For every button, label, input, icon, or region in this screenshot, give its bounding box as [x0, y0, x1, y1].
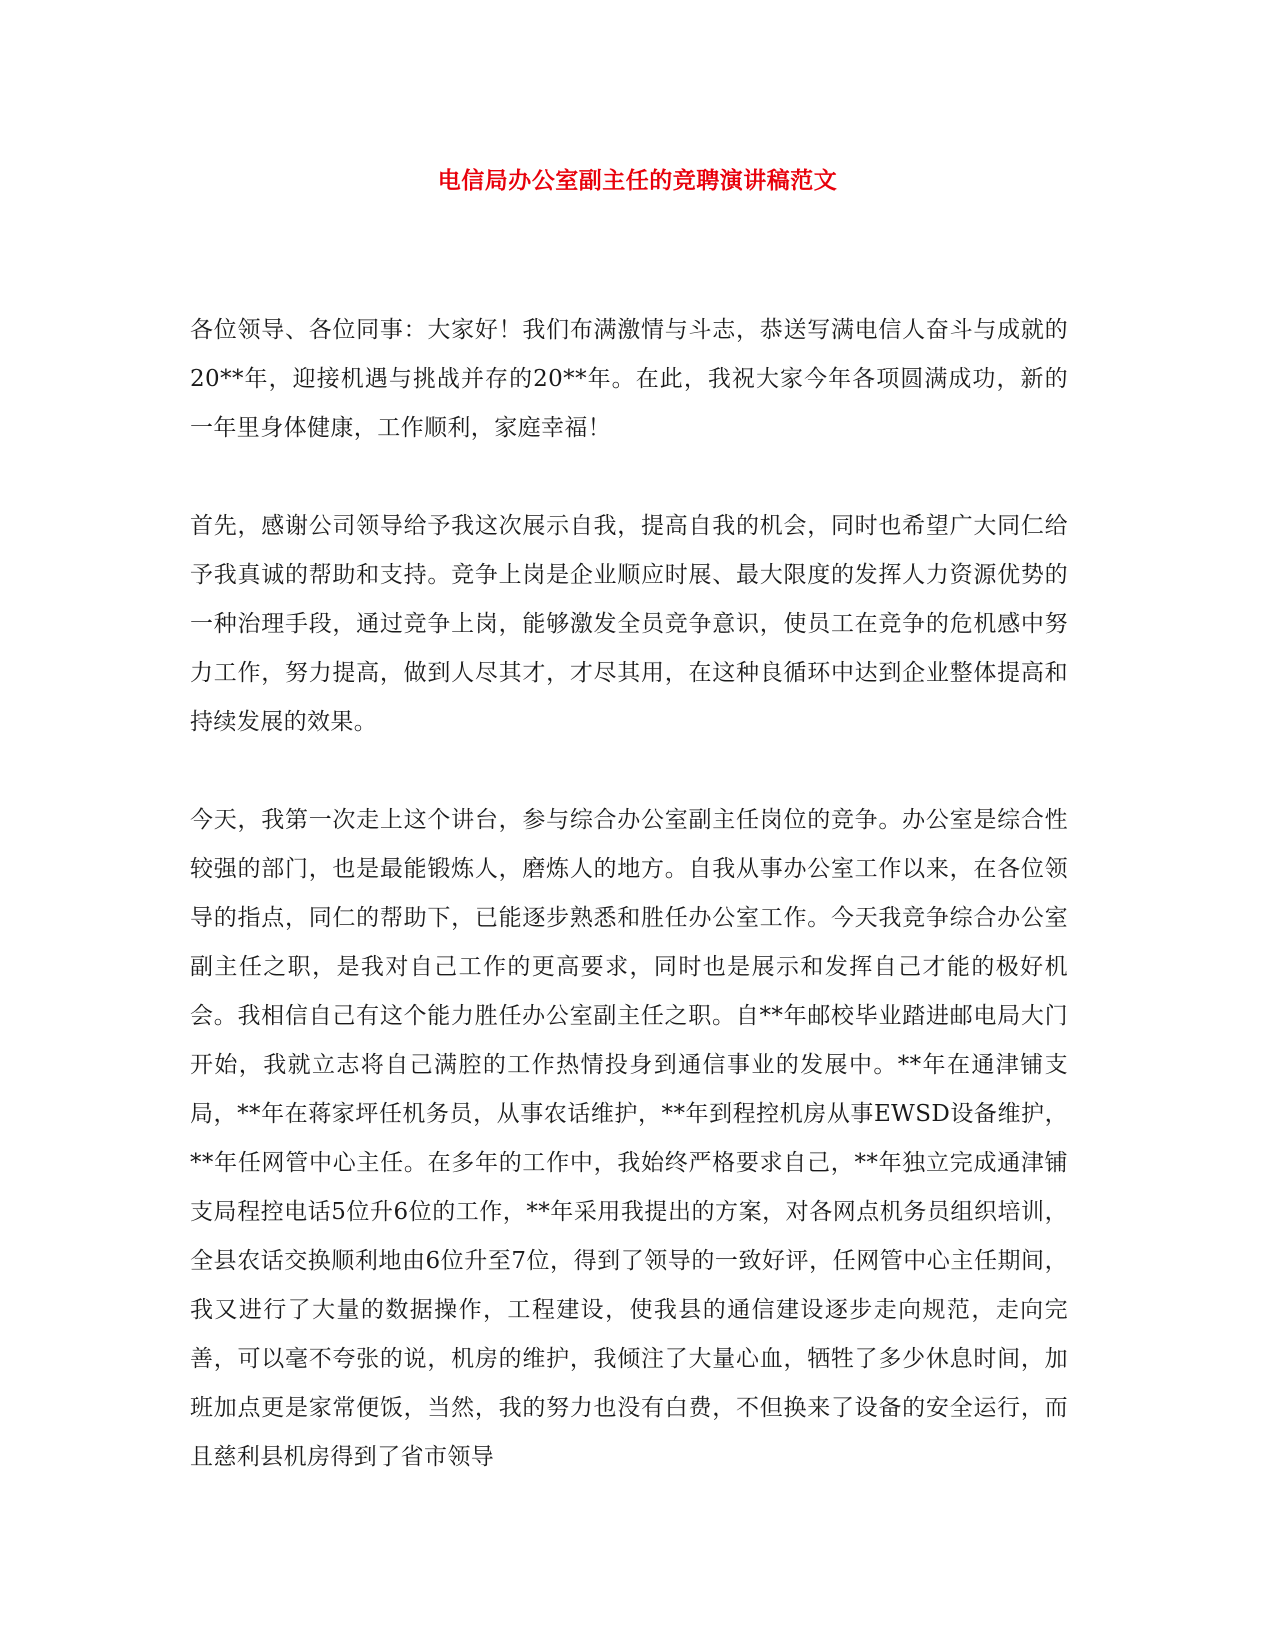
- paragraph-thanks: 首先，感谢公司领导给予我这次展示自我，提高自我的机会，同时也希望广大同仁给予我真诚的帮助和支持。竞争上岗是企业顺应时展、最大限度的发挥人力资源优势的一种治理手段，通过竞争上岗，能够激发全员竞争意识，使员工在竞争的危机感中努力工作，努力提高，做到人尽其才，才尽其用，在这种良循环中达到企业整体提高和持续发展的效果。: [190, 513, 1068, 735]
- paragraph-greeting: 各位领导、各位同事：大家好！我们布满激情与斗志，恭送写满电信人奋斗与成就的20**年，迎接机遇与挑战并存的20**年。在此，我祝大家今年各项圆满成功，新的一年里身体健康，工作顺利，家庭幸福！: [190, 317, 1068, 441]
- paragraph-experience: 今天，我第一次走上这个讲台，参与综合办公室副主任岗位的竞争。办公室是综合性较强的部门，也是最能锻炼人，磨炼人的地方。自我从事办公室工作以来，在各位领导的指点，同仁的帮助下，已能逐步熟悉和胜任办公室工作。今天我竞争综合办公室副主任之职，是我对自己工作的更高要求，同时也是展示和发挥自己才能的极好机会。我相信自己有这个能力胜任办公室副主任之职。自**年邮校毕业踏进邮电局大门开始，我就立志将自己满腔的工作热情投身到通信事业的发展中。**年在通津铺支局，**年在蒋家坪任机务员，从事农话维护，**年到程控机房从事EWSD设备维护，**年任网管中心主任。在多年的工作中，我始终严格要求自己，**年独立完成通津铺支局程控电话5位升6位的工作，**年采用我提出的方案，对各网点机务员组织培训，全县农话交换顺利地由6位升至7位，得到了领导的一致好评，任网管中心主任期间，我又进行了大量的数据操作，工程建设，使我县的通信建设逐步走向规范，走向完善，可以毫不夸张的说，机房的维护，我倾注了大量心血，牺牲了多少休息时间，加班加点更是家常便饭，当然，我的努力也没有白费，不但换来了设备的安全运行，而且慈利县机房得到了省市领导: [190, 807, 1068, 1470]
- document-title: 电信局办公室副主任的竞聘演讲稿范文: [437, 167, 838, 194]
